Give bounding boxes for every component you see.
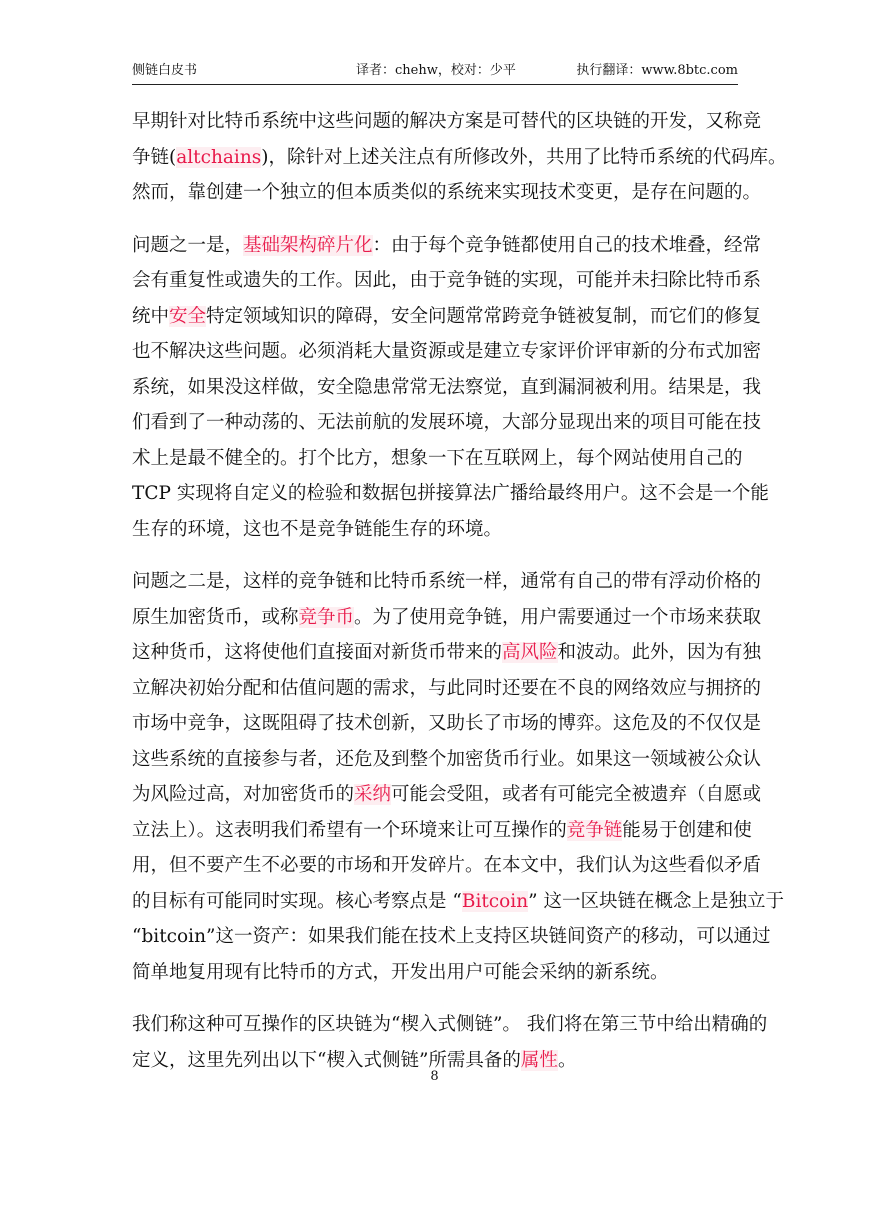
text-run: 定义，这里先列出以下“楔入式侧链”所需具备的 [132,1049,521,1071]
highlighted-term: 竞争币 [298,606,355,628]
text-run: 早期针对比特币系统中这些问题的解决方案是可替代的区块链的开发，又称竞 [132,111,762,132]
highlighted-term: 竞争链 [566,819,623,841]
text-run: 们看到了一种动荡的、无法前航的发展环境，大部分显现出来的项目可能在技 [132,412,762,433]
text-line [132,441,743,477]
text-line [132,1007,768,1043]
text-line [132,140,787,176]
text-run: 争链( [132,146,177,168]
text-line [132,671,762,707]
text-run: 的目标有可能同时实现。核心考察点是 “ [132,890,462,912]
text-run: ：由于每个竞争链都使用自己的技术堆叠，经常 [372,234,762,256]
text-run: 简单地复用现有比特币的方式，开发出用户可能会采纳的新系统。 [132,961,669,983]
text-run: 这些系统的直接参与者，还危及到整个加密货币行业。如果这一领域被公众认 [132,748,762,770]
highlighted-term: 采纳 [354,784,392,805]
paragraph [132,1007,768,1078]
paragraph [132,104,787,211]
text-run: 也不解决这些问题。必须消耗大量资源或是建立专家评价评审新的分布式加密 [132,341,762,362]
text-line [132,263,762,299]
text-line [132,635,762,671]
text-line [132,848,762,884]
text-run: 特定领域知识的障碍，安全问题常常跨竞争链被复制，而它们的修复 [206,305,762,327]
text-run: 这种货币，这将使他们直接面对新货币带来的 [132,642,503,663]
text-run: 统中 [132,305,170,327]
header-translator: 译者：chehw，校对：少平 [356,63,516,78]
text-line [132,706,762,742]
text-line [132,600,762,636]
text-run: “bitcoin”这一资产：如果我们能在技术上支持区块链间资产的移动，可以通过 [132,926,771,947]
text-run: 可能会受阻，或者有可能完全被遗弃（自愿或 [391,784,762,805]
page-number: 8 [430,1069,439,1084]
highlighted-term: 安全 [169,305,207,327]
text-line [132,742,762,778]
text-line [132,919,771,955]
header-doc-title: 侧链白皮书 [132,63,198,78]
text-run: 市场中竞争，这既阻碍了技术创新，又助长了市场的博弈。这危及的不仅仅是 [132,713,762,734]
page-header [132,62,738,85]
text-run: 立法上）。这表明我们希望有一个环境来让可互操作的 [132,819,567,841]
text-run: 我们称这种可互操作的区块链为“楔入式侧链”。 我们将在第三节中给出精确的 [132,1014,768,1035]
text-line [132,370,762,406]
text-run: 会有重复性或遗失的工作。因此，由于竞争链的实现，可能并未扫除比特币系 [132,270,762,291]
text-run: 能易于创建和使 [622,819,752,841]
text-run: 和波动。此外，因为有独 [557,642,762,663]
text-line [132,228,762,264]
text-run: )，除针对上述关注点有所修改外，共用了比特币系统的代码库。 [261,146,787,168]
text-line [132,813,752,849]
text-run: 然而，靠创建一个独立的但本质类似的系统来实现技术变更，是存在问题的。 [132,182,762,203]
paragraph [132,564,784,990]
text-line [132,884,784,920]
highlighted-term: 基础架构碎片化 [243,234,373,256]
text-line [132,512,738,548]
text-line [132,175,762,211]
text-line [132,405,762,441]
text-run: 立解决初始分配和估值问题的需求，与此同时还要在不良的网络效应与拥挤的 [132,677,762,699]
text-line [132,564,762,600]
text-run: 术上是最不健全的。打个比方，想象一下在互联网上，每个网站使用自己的 [132,447,743,469]
text-line [132,104,762,140]
paragraph [132,228,769,548]
text-run: 。 [557,1049,577,1071]
text-run: 。为了使用竞争链，用户需要通过一个市场来获取 [354,606,762,628]
highlighted-term: Bitcoin [461,890,529,912]
text-run: 用，但不要产生不必要的市场和开发碎片。在本文中，我们认为这些看似矛盾 [132,855,762,876]
text-run: ” 这一区块链在概念上是独立于 [528,890,784,912]
text-run: 生存的环境，这也不是竞争链能生存的环境。 [132,518,503,540]
text-line [132,955,738,991]
text-run: 原生加密货币，或称 [132,606,299,628]
text-run: 系统，如果没这样做，安全隐患常常无法察觉，直到漏洞被利用。结果是，我 [132,376,762,398]
highlighted-term: altchains [176,146,262,168]
text-run: 为风险过高，对加密货币的 [132,784,355,805]
text-line [132,299,762,335]
text-run: TCP 实现将自定义的检验和数据包拼接算法广播给最终用户。这不会是一个能 [132,483,769,504]
text-run: 问题之二是，这样的竞争链和比特币系统一样，通常有自己的带有浮动价格的 [132,571,762,592]
text-run: 问题之一是， [132,234,244,256]
highlighted-term: 高风险 [502,642,558,663]
highlighted-term: 属性 [520,1049,558,1071]
document-body [132,104,787,1095]
text-line [132,777,762,813]
text-line [132,476,769,512]
header-publisher: 执行翻译：www.8btc.com [576,63,738,78]
text-line [132,334,762,370]
